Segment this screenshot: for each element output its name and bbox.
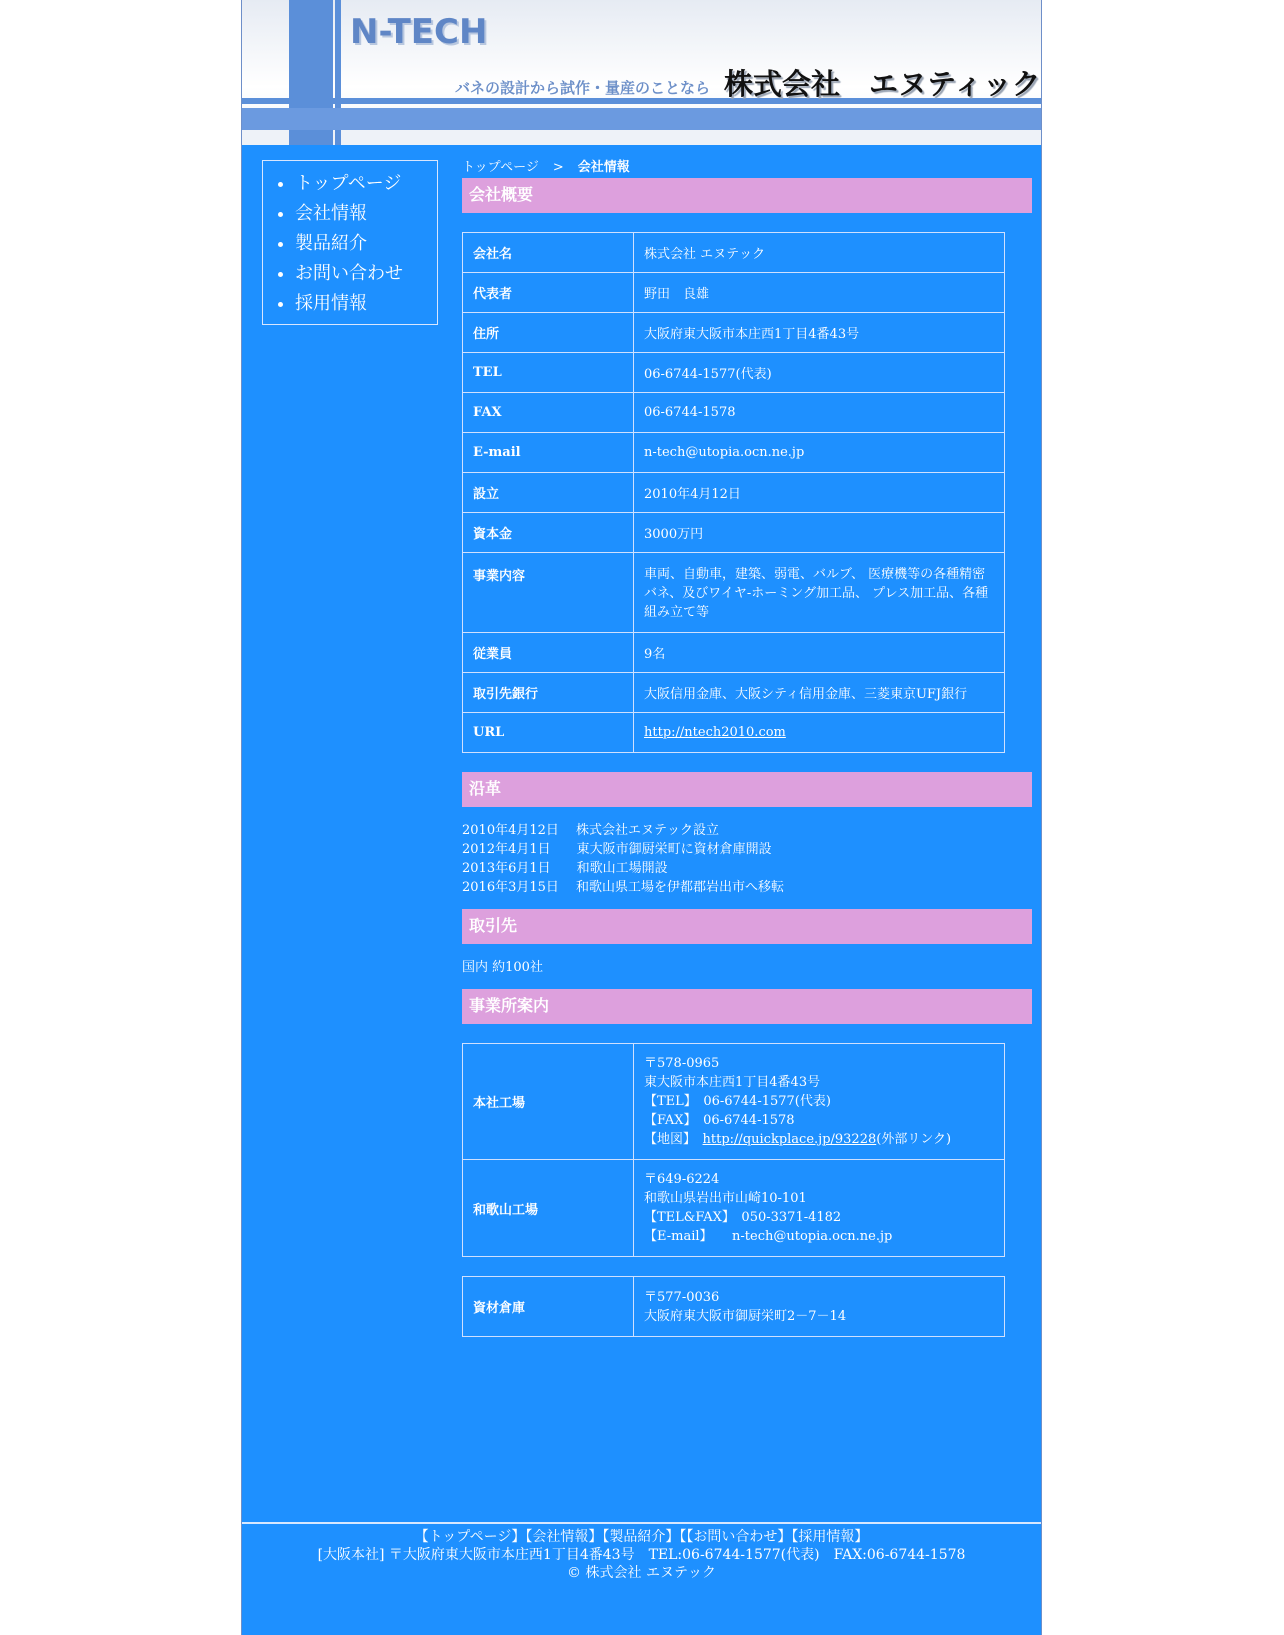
office-telfax: 050-3371-4182 xyxy=(741,1210,842,1225)
table-row xyxy=(463,1277,1005,1337)
table-row xyxy=(463,713,1005,753)
table-row xyxy=(463,1044,1005,1160)
row-value: n-tech@utopia.ocn.ne.jp xyxy=(634,433,1005,473)
row-key: FAX xyxy=(463,393,634,433)
office-fax: 06-6744-1578 xyxy=(703,1113,795,1128)
footer-nav[interactable]: 【トップページ】【会社情報】【製品紹介】【【お問い合わせ】【採用情報】 xyxy=(414,1529,869,1545)
sidebar-item-contact[interactable] xyxy=(295,259,437,289)
office-telfax-line xyxy=(644,1208,994,1227)
row-value: 車両、自動車，建築、弱電、バルブ、 医療機等の各種精密バネ、及びワイヤ-ホーミング加工品、 プレス加工品、各種組み立て等 xyxy=(634,553,1005,633)
office-map-note: (外部リンク) xyxy=(876,1132,952,1147)
table-row xyxy=(463,673,1005,713)
header-banner xyxy=(242,0,1041,145)
row-value: 9名 xyxy=(634,633,1005,673)
row-value: 2010年4月12日 xyxy=(634,473,1005,513)
banner-stripe xyxy=(335,130,341,145)
row-key: 取引先銀行 xyxy=(463,673,634,713)
section-heading-history: 沿革 xyxy=(462,772,1032,807)
footer-copyright: © 株式会社 エヌテック xyxy=(567,1565,716,1581)
company-name: 株式会社 エヌティック xyxy=(724,67,1041,101)
row-value: 大阪府東大阪市本庄西1丁目4番43号 xyxy=(634,313,1005,353)
office-map-label: 【地図】 xyxy=(644,1132,690,1147)
office-details xyxy=(634,1277,1005,1337)
table-row xyxy=(463,633,1005,673)
footer-divider xyxy=(242,1522,1041,1524)
breadcrumb-current: 会社情報 xyxy=(577,160,630,175)
office-name: 資材倉庫 xyxy=(463,1277,634,1337)
office-tel-line xyxy=(644,1092,994,1111)
row-key: 会社名 xyxy=(463,233,634,273)
row-key: 設立 xyxy=(463,473,634,513)
history-item xyxy=(462,859,1032,878)
history-item xyxy=(462,840,1032,859)
table-row xyxy=(463,513,1005,553)
office-email-label: 【E-mail】 xyxy=(644,1229,707,1244)
office-email: n-tech@utopia.ocn.ne.jp xyxy=(732,1229,893,1244)
section-heading-offices: 事業所案内 xyxy=(462,989,1032,1024)
main-content xyxy=(462,160,1032,1337)
office-details xyxy=(634,1160,1005,1257)
office-fax-line xyxy=(644,1111,994,1130)
company-url-link[interactable]: http://ntech2010.com xyxy=(644,725,786,740)
office-map-link[interactable]: http://quickplace.jp/93228 xyxy=(702,1132,877,1147)
office-zip: 〒577-0036 xyxy=(644,1289,720,1305)
table-row xyxy=(463,553,1005,633)
banner-stripe xyxy=(242,108,1041,130)
office-tel-label: 【TEL】 xyxy=(644,1094,691,1109)
breadcrumb xyxy=(462,160,1032,178)
table-row xyxy=(463,1160,1005,1257)
sidebar-item-products[interactable] xyxy=(295,229,437,259)
office-email-line xyxy=(644,1227,994,1246)
warehouse-table xyxy=(462,1276,1005,1337)
row-value: 06-6744-1577(代表) xyxy=(634,353,1005,393)
row-key: 代表者 xyxy=(463,273,634,313)
row-key: E-mail xyxy=(463,433,634,473)
history-text: 東大阪市御厨栄町に資材倉庫開設 xyxy=(576,842,772,857)
office-details xyxy=(634,1044,1005,1160)
table-row xyxy=(463,273,1005,313)
row-value: 野田 良雄 xyxy=(634,273,1005,313)
logo-text: N-TECH xyxy=(350,12,488,52)
history-text: 和歌山県工場を伊都郡岩出市へ移転 xyxy=(576,880,785,895)
history-date: 2010年4月12日 xyxy=(462,823,559,838)
history-date: 2013年6月1日 xyxy=(462,861,551,876)
row-key: 資本金 xyxy=(463,513,634,553)
office-telfax-label: 【TEL&FAX】 xyxy=(644,1210,729,1225)
table-row xyxy=(463,393,1005,433)
sidebar-item-label[interactable]: トップページ xyxy=(295,173,402,194)
table-row xyxy=(463,233,1005,273)
office-fax-label: 【FAX】 xyxy=(644,1113,691,1128)
sidebar-item-label[interactable]: 会社情報 xyxy=(295,203,367,224)
office-name: 本社工場 xyxy=(463,1044,634,1160)
breadcrumb-separator: > xyxy=(552,160,564,175)
banner-stripe xyxy=(242,130,1041,145)
office-name: 和歌山工場 xyxy=(463,1160,634,1257)
overview-table xyxy=(462,232,1005,753)
office-zip: 〒649-6224 xyxy=(644,1172,720,1187)
history-list xyxy=(462,821,1032,897)
breadcrumb-home-link[interactable]: トップページ xyxy=(462,160,539,175)
history-item xyxy=(462,821,1032,840)
footer-address: [大阪本社] 〒大阪府東大阪市本庄西1丁目4番43号 TEL:06-6744-1577(代表) FAX:06-6744-1578 xyxy=(317,1547,966,1563)
history-item xyxy=(462,878,1032,897)
page-wrapper xyxy=(241,0,1042,1635)
office-map-line xyxy=(644,1130,994,1149)
row-value: 3000万円 xyxy=(634,513,1005,553)
office-address: 大阪府東大阪市御厨栄町2－7－14 xyxy=(644,1308,847,1324)
history-date: 2012年4月1日 xyxy=(462,842,551,857)
tagline: バネの設計から試作・量産のことなら xyxy=(455,79,711,97)
row-key: TEL xyxy=(463,353,634,393)
offices-table xyxy=(462,1043,1005,1257)
sidebar-item-label[interactable]: お問い合わせ xyxy=(295,263,403,284)
row-key: 事業内容 xyxy=(463,553,634,633)
history-text: 和歌山工場開設 xyxy=(576,861,668,876)
row-value xyxy=(634,713,1005,753)
office-zip: 〒578-0965 xyxy=(644,1056,720,1071)
row-value: 株式会社 エヌテック xyxy=(634,233,1005,273)
section-heading-clients: 取引先 xyxy=(462,909,1032,944)
sidebar-item-label[interactable]: 採用情報 xyxy=(295,293,367,314)
office-address: 和歌山県岩出市山崎10-101 xyxy=(644,1191,807,1206)
table-row xyxy=(463,353,1005,393)
history-date: 2016年3月15日 xyxy=(462,880,559,895)
sidebar-item-top[interactable] xyxy=(295,169,437,199)
footer xyxy=(242,1528,1041,1582)
sidebar-list xyxy=(263,169,437,319)
section-heading-overview: 会社概要 xyxy=(462,178,1032,213)
table-row xyxy=(463,313,1005,353)
office-address: 東大阪市本庄西1丁目4番43号 xyxy=(644,1075,821,1090)
clients-text: 国内 約100社 xyxy=(462,960,543,975)
sidebar-item-company[interactable] xyxy=(295,199,437,229)
history-text: 株式会社エヌテック設立 xyxy=(576,823,720,838)
row-key: 従業員 xyxy=(463,633,634,673)
office-tel: 06-6744-1577(代表) xyxy=(703,1094,831,1109)
table-row xyxy=(463,433,1005,473)
row-value: 06-6744-1578 xyxy=(634,393,1005,433)
row-value: 大阪信用金庫、大阪シティ信用金庫、三菱東京UFJ銀行 xyxy=(634,673,1005,713)
sidebar-nav xyxy=(262,160,438,325)
sidebar-item-label[interactable]: 製品紹介 xyxy=(295,233,367,254)
row-key: URL xyxy=(463,713,634,753)
table-row xyxy=(463,473,1005,513)
sidebar-item-recruit[interactable] xyxy=(295,289,437,319)
row-key: 住所 xyxy=(463,313,634,353)
banner-stripe xyxy=(289,130,333,145)
